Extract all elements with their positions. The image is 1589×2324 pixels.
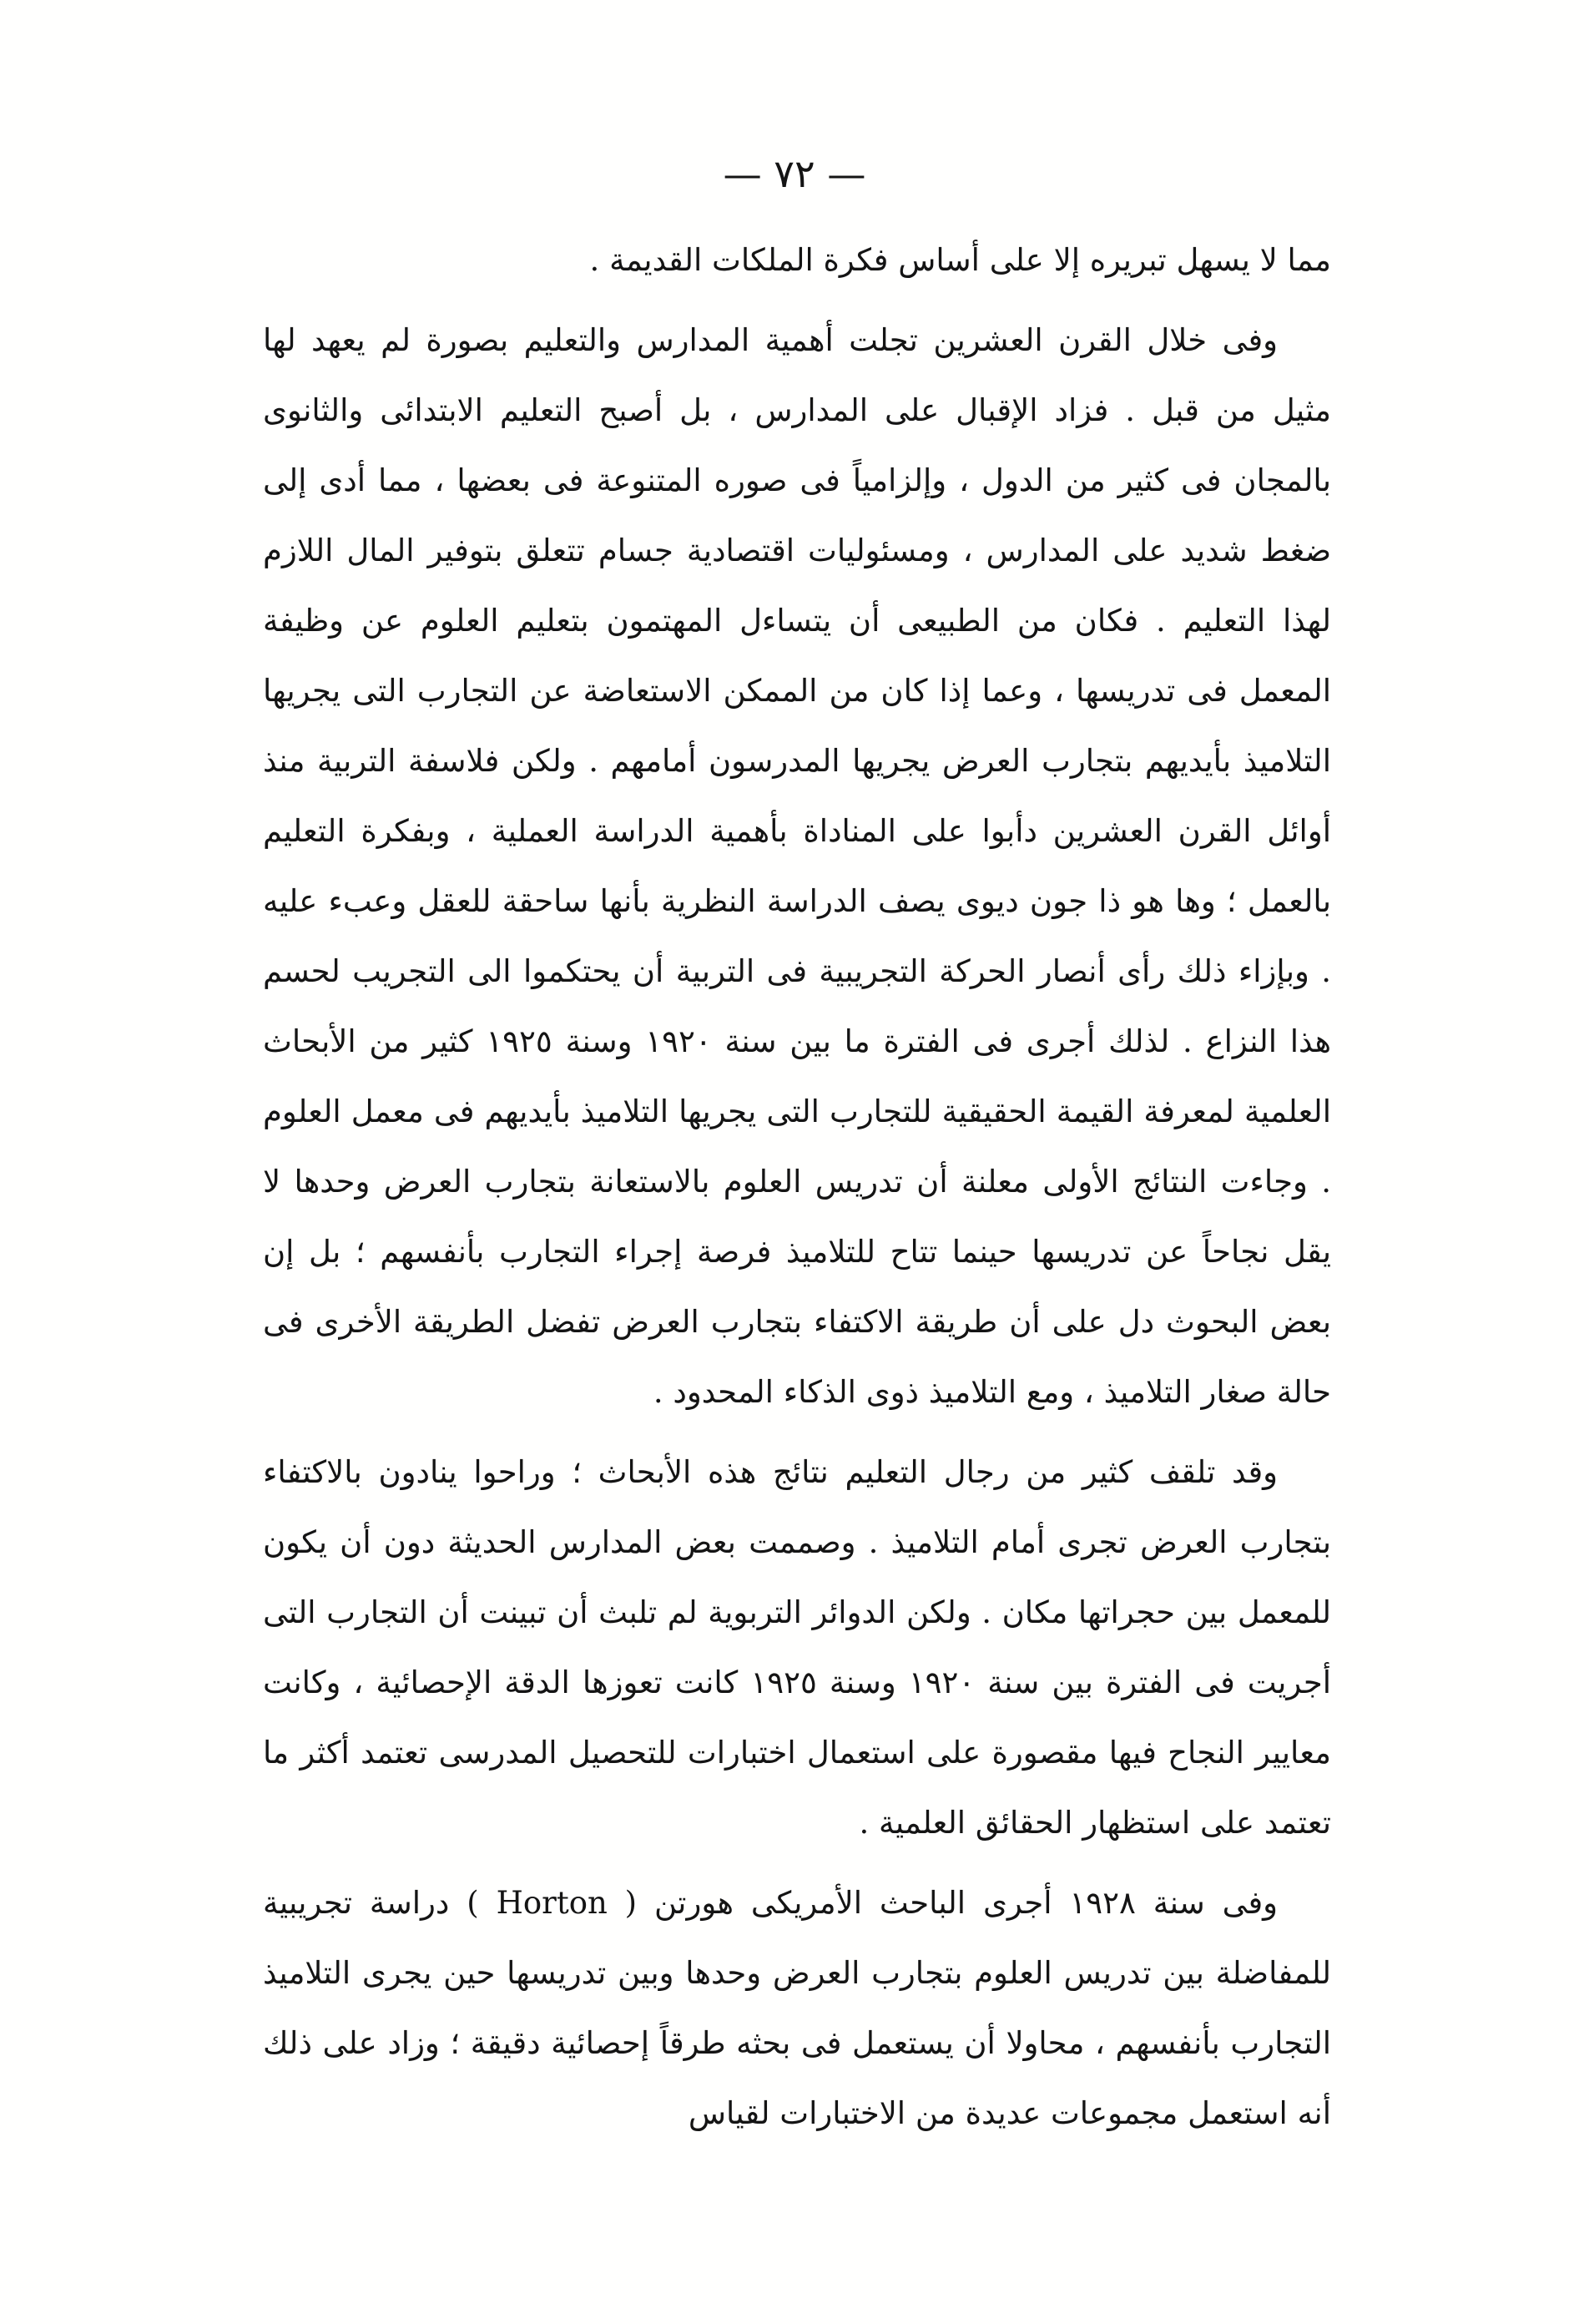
paragraph-continuation: مما لا يسهل تبريره إلا على أساس فكرة الملكات القديمة . bbox=[589, 242, 1331, 278]
paragraph-twentieth-century: وفى خلال القرن العشرين تجلت أهمية المدارس والتعليم بصورة لم يعهد لها مثيل من قبل . فزاد الإقبال على المدارس ، بل أصبح التعليم الابتدائى والثانوى بالمجان فى كثير من الدول ، وإلزامياً فى صوره المتنوعة فى بعضها ، مما أدى إلى ضغط شديد على المدارس ، ومسئوليات اقتصادية جسام تتعلق بتوفير المال اللازم لهذا التعليم . فكان من الطبيعى أن يتساءل المهتمون بتعليم العلوم عن وظيفة المعمل فى تدريسها ، وعما إذا كان من الممكن الاستعاضة عن التجارب التى يجريها التلاميذ بأيديهم بتجارب العرض يجريها المدرسون أمامهم . ولكن فلاسفة التربية منذ أوائل القرن العشرين دأبوا على المناداة بأهمية الدراسة العملية ، وبفكرة التعليم بالعمل ؛ وها هو ذا جون ديوى يصف الدراسة النظرية بأنها ساحقة للعقل وعبء عليه . وبإزاء ذلك رأى أنصار الحركة التجريبية فى التربية أن يحتكموا الى التجريب لحسم هذا النزاع . لذلك أجرى فى الفترة ما بين سنة ١٩٢٠ وسنة ١٩٢٥ كثير من الأبحاث العلمية لمعرفة القيمة الحقيقية للتجارب التى يجريها التلاميذ بأيديهم فى معمل العلوم . وجاءت النتائج الأولى معلنة أن تدريس العلوم بالاستعانة بتجارب العرض وحدها لا يقل نجاحاً عن تدريسها حينما تتاح للتلاميذ فرصة إجراء التجارب بأنفسهم ؛ بل إن بعض البحوث دل على أن طريقة الاكتفاء بتجارب العرض تفضل الطريقة الأخرى فى حالة صغار التلاميذ ، ومع التلاميذ ذوى الذكاء المحدود . bbox=[263, 322, 1331, 1410]
paragraph-horton-study: وفى سنة ١٩٢٨ أجرى الباحث الأمريكى هورتن ( Horton ) دراسة تجريبية للمفاضلة بين تدريس العلوم بتجارب العرض وحدها وبين تدريسها حين يجرى التلاميذ التجارب بأنفسهم ، محاولا أن يستعمل فى بحثه طرقاً إحصائية دقيقة ؛ وزاد على ذلك أنه استعمل مجموعات عديدة من الاختبارات لقياس bbox=[263, 1885, 1331, 2131]
page-number: — ٧٢ — bbox=[723, 151, 866, 196]
paragraph-educators-reaction: وقد تلقف كثير من رجال التعليم نتائج هذه الأبحاث ؛ وراحوا ينادون بالاكتفاء بتجارب العرض تجرى أمام التلاميذ . وصممت بعض المدارس الحديثة دون أن يكون للمعمل بين حجراتها مكان . ولكن الدوائر التربوية لم تلبث أن تبينت أن التجارب التى أجريت فى الفترة بين سنة ١٩٢٠ وسنة ١٩٢٥ كانت تعوزها الدقة الإحصائية ، وكانت معايير النجاح فيها مقصورة على استعمال اختبارات للتحصيل المدرسى تعتمد أكثر ما تعتمد على استظهار الحقائق العلمية . bbox=[263, 1454, 1331, 1841]
body-text bbox=[263, 225, 1331, 2149]
